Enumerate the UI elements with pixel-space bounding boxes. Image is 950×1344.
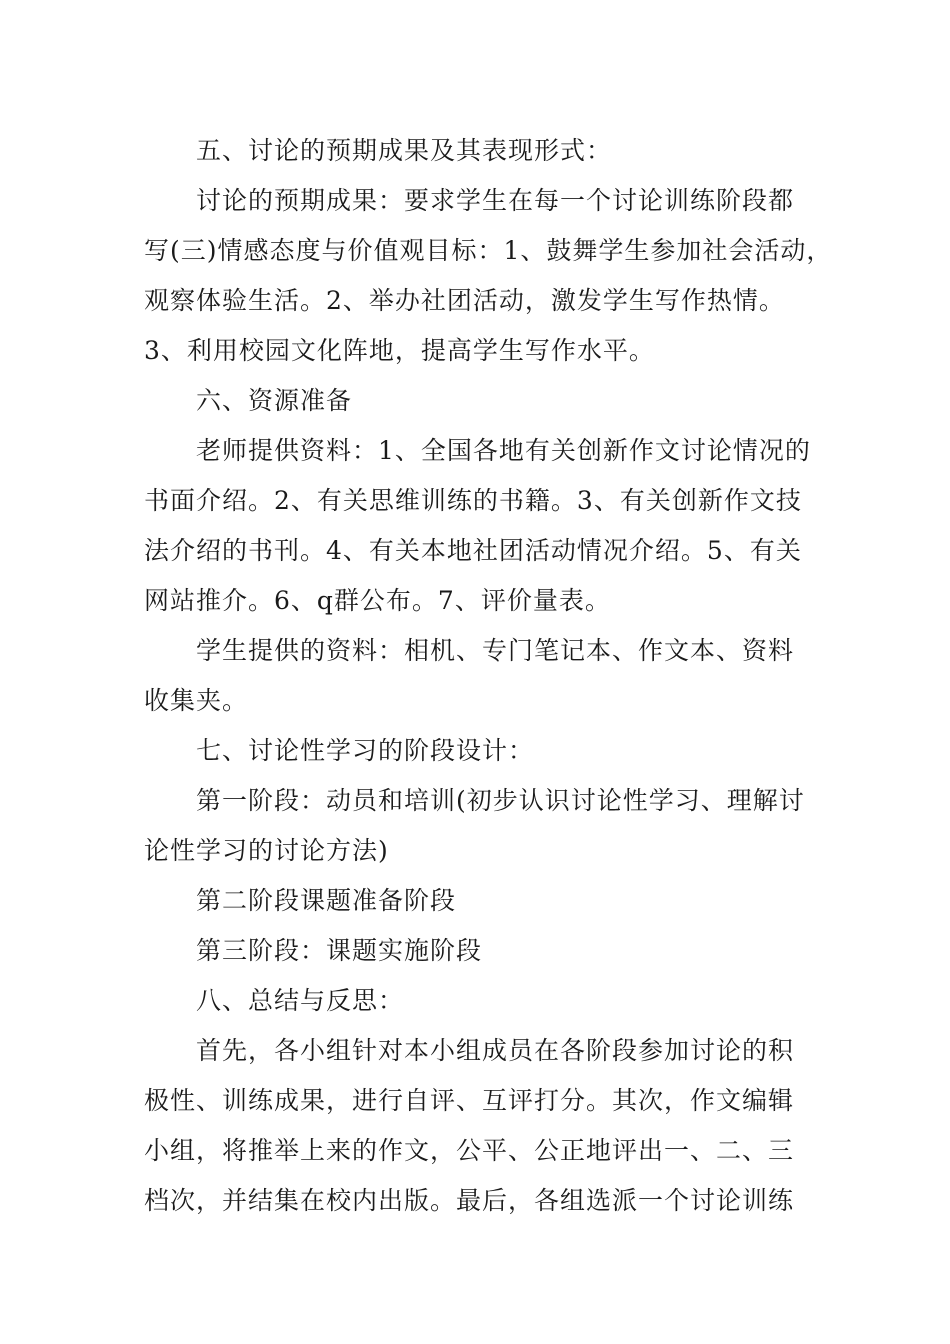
text-line: 极性、训练成果，进行自评、互评打分。其次，作文编辑 [144,1086,795,1115]
text-line: 第二阶段课题准备阶段 [196,886,457,915]
text-line: 法介绍的书刊。4、有关本地社团活动情况介绍。5、有关 [144,536,802,565]
text-line: 网站推介。6、q群公布。7、评价量表。 [144,586,611,615]
paragraph [144,776,814,876]
text-line: 六、资源准备 [196,386,353,415]
paragraph [144,876,814,926]
paragraph [144,1026,814,1226]
text-line: 论性学习的讨论方法) [144,836,389,865]
text-line: 写(三)情感态度与价值观目标：1、鼓舞学生参加社会活动， [144,236,833,265]
text-line: 学生提供的资料：相机、专门笔记本、作文本、资料 [196,636,795,665]
paragraph [144,626,814,726]
text-line: 七、讨论性学习的阶段设计： [196,736,535,765]
paragraph [144,376,814,426]
text-line: 小组，将推举上来的作文，公平、公正地评出一、二、三 [144,1136,795,1165]
paragraph [144,426,814,626]
paragraph [144,176,833,376]
text-line: 第一阶段：动员和培训(初步认识讨论性学习、理解讨 [196,786,805,815]
text-line: 书面介绍。2、有关思维训练的书籍。3、有关创新作文技 [144,486,802,515]
text-line: 第三阶段：课题实施阶段 [196,936,483,965]
text-line: 档次，并结集在校内出版。最后，各组选派一个讨论训练 [144,1186,795,1215]
paragraph [144,126,814,176]
text-line: 讨论的预期成果：要求学生在每一个讨论训练阶段都 [196,186,795,215]
paragraph [144,976,814,1026]
text-line: 观察体验生活。2、举办社团活动，激发学生写作热情。 [144,286,785,315]
text-line: 收集夹。 [144,686,249,715]
paragraph [144,926,814,976]
text-line: 八、总结与反思： [196,986,405,1015]
text-line: 五、讨论的预期成果及其表现形式： [196,136,613,165]
text-line: 老师提供资料：1、全国各地有关创新作文讨论情况的 [196,436,811,465]
text-line: 首先，各小组针对本小组成员在各阶段参加讨论的积 [196,1036,795,1065]
document-body [144,126,833,1226]
paragraph [144,726,814,776]
text-line: 3、利用校园文化阵地，提高学生写作水平。 [144,336,655,365]
